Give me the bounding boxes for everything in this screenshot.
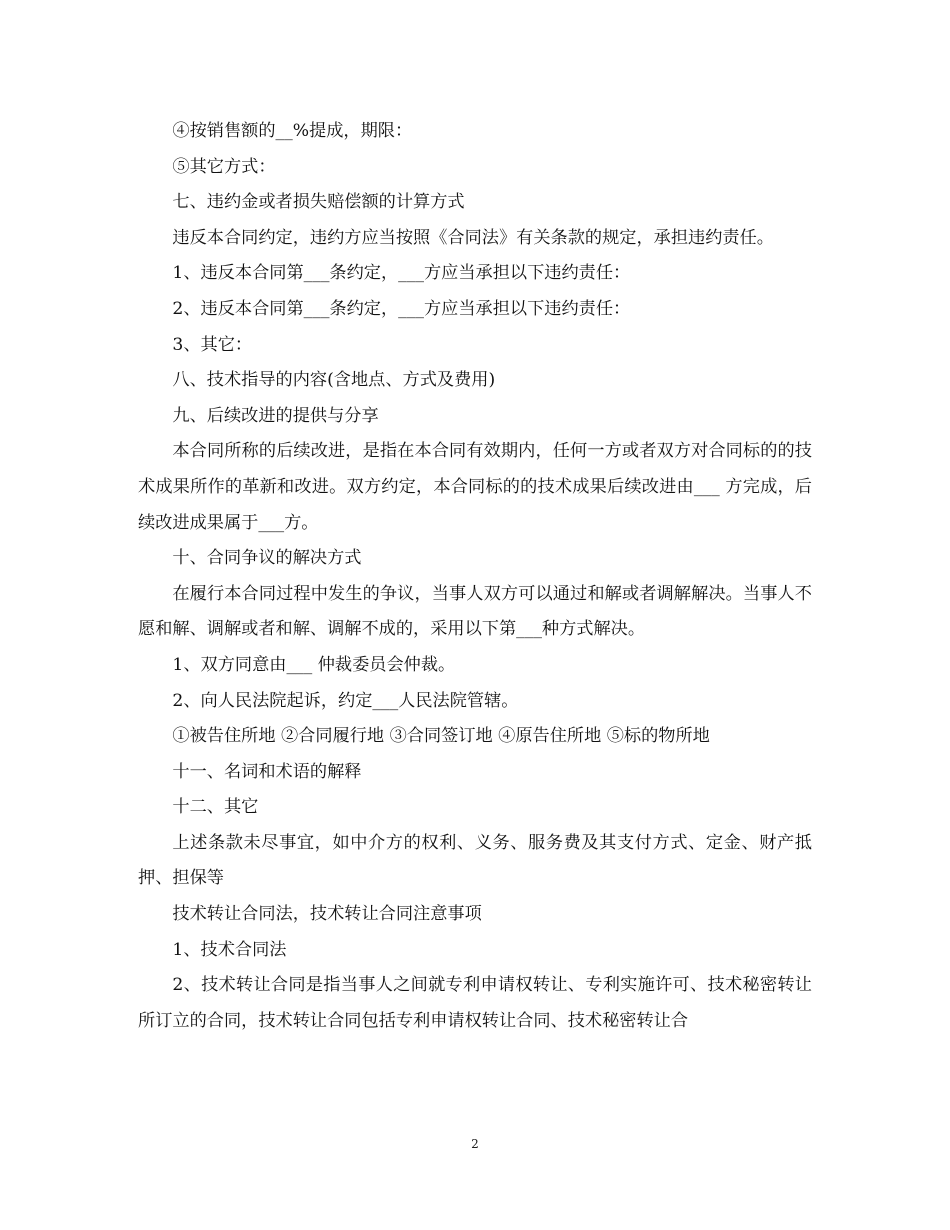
section-heading-9: 九、后续改进的提供与分享 — [172, 405, 379, 426]
paragraph-breach-item-1: 1、违反本合同第___条约定，___方应当承担以下违约责任： — [172, 263, 631, 284]
paragraph-breach-item-2: 2、违反本合同第___条约定，___方应当承担以下违约责任： — [172, 298, 631, 319]
page-number: 2 — [471, 1137, 479, 1151]
paragraph-court-litigation: 2、向人民法院起诉，约定___人民法院管辖。 — [172, 690, 519, 711]
section-heading-10: 十、合同争议的解决方式 — [172, 548, 362, 569]
paragraph-tech-contract-law: 1、技术合同法 — [172, 939, 287, 960]
section-heading-7: 七、违约金或者损失赔偿额的计算方式 — [172, 192, 465, 213]
paragraph-jurisdiction-options: ①被告住所地 ②合同履行地 ③合同签订地 ④原告住所地 ⑤标的物所地 — [172, 726, 710, 747]
section-heading-12: 十二、其它 — [172, 797, 259, 818]
subtitle-technology-transfer: 技术转让合同法，技术转让合同注意事项 — [172, 904, 482, 925]
paragraph-other-terms: 上述条款未尽事宜，如中介方的权利、义务、服务费及其支付方式、定金、财产抵押、担保等 — [138, 832, 812, 889]
paragraph-breach-item-3: 3、其它： — [172, 334, 253, 355]
paragraph-other-method: ⑤其它方式： — [172, 156, 276, 177]
section-heading-11: 十一、名词和术语的解释 — [172, 761, 362, 782]
document-body — [138, 114, 812, 1039]
paragraph-arbitration: 1、双方同意由___ 仲裁委员会仲裁。 — [172, 654, 456, 675]
paragraph-commission-method: ④按销售额的__%提成，期限： — [172, 121, 413, 141]
paragraph-follow-up-improvement: 本合同所称的后续改进，是指在本合同有效期内，任何一方或者双方对合同标的的技术成果所作的革新和改进。双方约定，本合同标的的技术成果后续改进由___ 方完成，后续改进成果属于___方。 — [138, 441, 812, 533]
paragraph-breach-liability: 违反本合同约定，违约方应当按照《合同法》有关条款的规定，承担违约责任。 — [172, 227, 774, 248]
paragraph-tech-transfer-definition: 2、技术转让合同是指当事人之间就专利申请权转让、专利实施许可、技术秘密转让所订立的合同，技术转让合同包括专利申请权转让合同、技术秘密转让合 — [138, 975, 812, 1031]
paragraph-dispute-resolution: 在履行本合同过程中发生的争议，当事人双方可以通过和解或者调解解决。当事人不愿和解、调解或者和解、调解不成的，采用以下第___种方式解决。 — [138, 583, 812, 640]
section-heading-8: 八、技术指导的内容(含地点、方式及费用) — [172, 370, 496, 391]
